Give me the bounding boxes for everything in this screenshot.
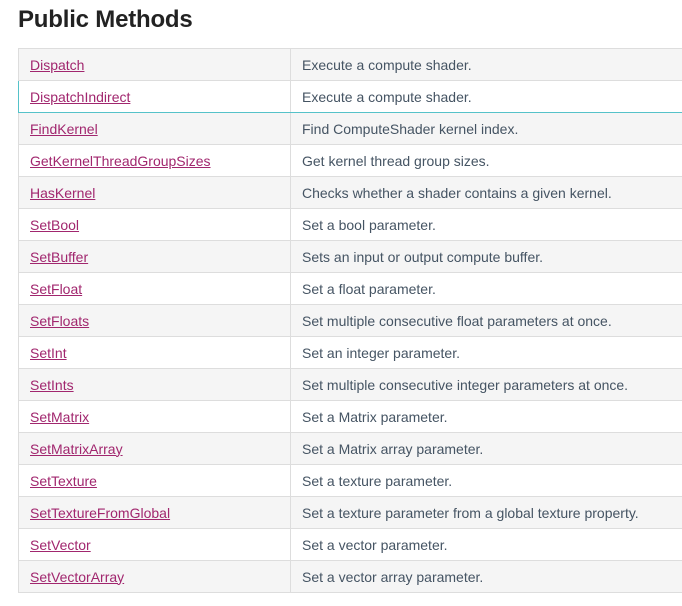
method-description: Set a Matrix array parameter. xyxy=(291,433,682,465)
method-link-setints[interactable]: SetInts xyxy=(30,376,74,393)
method-description: Execute a compute shader. xyxy=(291,49,682,81)
method-description: Set an integer parameter. xyxy=(291,337,682,369)
method-link-dispatchindirect[interactable]: DispatchIndirect xyxy=(30,88,131,105)
method-description: Checks whether a shader contains a given kernel. xyxy=(291,177,682,209)
method-description: Set multiple consecutive float parameters at once. xyxy=(291,305,682,337)
table-row xyxy=(19,433,682,465)
method-description: Find ComputeShader kernel index. xyxy=(291,113,682,145)
method-link-findkernel[interactable]: FindKernel xyxy=(30,120,98,137)
table-row xyxy=(19,305,682,337)
method-link-dispatch[interactable]: Dispatch xyxy=(30,56,85,73)
method-link-setint[interactable]: SetInt xyxy=(30,344,67,361)
method-description: Set a bool parameter. xyxy=(291,209,682,241)
method-description: Sets an input or output compute buffer. xyxy=(291,241,682,273)
method-link-setfloat[interactable]: SetFloat xyxy=(30,280,83,297)
method-description: Set a vector array parameter. xyxy=(291,561,682,593)
table-row xyxy=(19,561,682,593)
table-row xyxy=(19,497,682,529)
table-row xyxy=(19,401,682,433)
method-description: Set a texture parameter. xyxy=(291,465,682,497)
method-link-setfloats[interactable]: SetFloats xyxy=(30,312,90,329)
method-description: Set multiple consecutive integer parameters at once. xyxy=(291,369,682,401)
method-description: Set a vector parameter. xyxy=(291,529,682,561)
public-methods-table xyxy=(18,48,682,593)
method-link-getkernelthreadgroupsizes[interactable]: GetKernelThreadGroupSizes xyxy=(30,152,211,169)
table-row xyxy=(19,369,682,401)
table-row xyxy=(19,113,682,145)
method-link-setmatrix[interactable]: SetMatrix xyxy=(30,408,90,425)
table-row xyxy=(19,273,682,305)
method-link-haskernel[interactable]: HasKernel xyxy=(30,184,96,201)
method-description: Execute a compute shader. xyxy=(291,81,682,113)
method-link-setmatrixarray[interactable]: SetMatrixArray xyxy=(30,440,123,457)
table-row xyxy=(19,177,682,209)
method-link-setbool[interactable]: SetBool xyxy=(30,216,80,233)
table-row-highlighted xyxy=(19,81,682,113)
method-description: Set a float parameter. xyxy=(291,273,682,305)
method-link-settexturefromglobal[interactable]: SetTextureFromGlobal xyxy=(30,504,171,521)
table-row xyxy=(19,241,682,273)
method-description: Set a Matrix parameter. xyxy=(291,401,682,433)
method-description: Set a texture parameter from a global texture property. xyxy=(291,497,682,529)
method-description: Get kernel thread group sizes. xyxy=(291,145,682,177)
method-link-setvector[interactable]: SetVector xyxy=(30,536,91,553)
page-title: Public Methods xyxy=(18,6,193,33)
table-row xyxy=(19,145,682,177)
method-link-setbuffer[interactable]: SetBuffer xyxy=(30,248,89,265)
table-row xyxy=(19,529,682,561)
table-row xyxy=(19,49,682,81)
table-row xyxy=(19,209,682,241)
table-row xyxy=(19,465,682,497)
method-link-settexture[interactable]: SetTexture xyxy=(30,472,97,489)
table-row xyxy=(19,337,682,369)
method-link-setvectorarray[interactable]: SetVectorArray xyxy=(30,568,125,585)
